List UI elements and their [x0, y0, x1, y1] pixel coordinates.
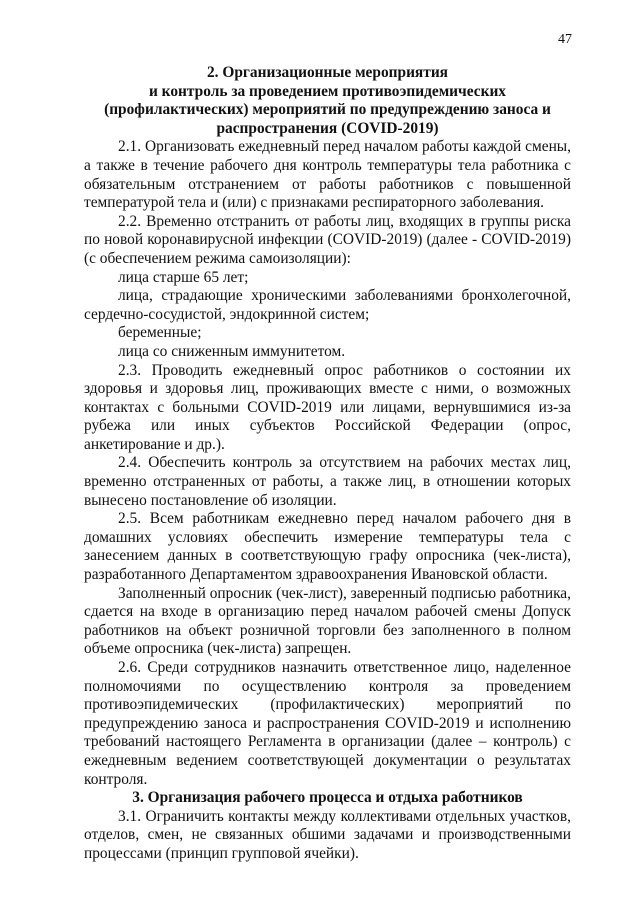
- page-content: [84, 64, 571, 864]
- page-number: 47: [558, 32, 572, 47]
- list-item-pregnant: беременные;: [118, 324, 202, 342]
- paragraph-2-2: 2.2. Временно отстранить от работы лиц, входящих в группы риска по новой коронавирусной инфекции (COVID-2019) (далее - COVID-2019) (с обеспечением режима самоизоляции):: [84, 212, 571, 267]
- section-2-title-line: распространения (COVID-2019): [216, 119, 439, 137]
- paragraph-2-3: 2.3. Проводить ежедневный опрос работников о состоянии их здоровья и здоровья лиц, проживающих вместе с ними, о возможных контактах с больными COVID-2019 или лицами, вернувшимися из-за рубежа или иных субъектов Российской Федерации (опрос, анкетирование и др.).: [84, 361, 571, 453]
- section-2-title-line: 2. Организационные мероприятия: [206, 64, 449, 81]
- paragraph-2-1: 2.1. Организовать ежедневный перед началом работы каждой смены, а также в течение рабочего дня контроль температуры тела работника с обязательным отстранением от работы работников с повышенной температурой тела и (или) с признаками респираторного заболевания.: [84, 138, 571, 212]
- paragraph-2-4: 2.4. Обеспечить контроль за отсутствием на рабочих местах лиц, временно отстраненных от работы, а также лиц, в отношении которых вынесено постановление об изоляции.: [84, 454, 571, 509]
- section-2-title: [84, 64, 571, 138]
- section-2-title-line: (профилактических) мероприятий по предупреждению заноса и: [104, 101, 551, 119]
- paragraph-2-5: 2.5. Всем работникам ежедневно перед началом рабочего дня в домашних условиях обеспечить измерение температуры тела с занесением данных в соответствующую графу опросника (чек-листа), разработанного Департаментом здравоохранения Ивановской области.: [84, 510, 571, 584]
- list-item-chronic: лица, страдающие хроническими заболеваниями бронхолегочной, сердечно-сосудистой, эндокринной систем;: [84, 287, 571, 323]
- section-2-title-line: и контроль за проведением противоэпидемических: [148, 82, 507, 100]
- section-3-title: 3. Организация рабочего процесса и отдыха работников: [132, 789, 523, 807]
- paragraph-2-6: 2.6. Среди сотрудников назначить ответственное лицо, наделенное полномочиями по осуществлению контроля за проведением противоэпидемических (профилактических) мероприятий по предупреждению заноса и распространения COVID-2019 и исполнению требований настоящего Регламента в организации (далее – контроль) с ежедневным ведением соответствующей документации о результатах контроля.: [84, 659, 571, 788]
- list-item-age: лица старше 65 лет;: [118, 268, 249, 286]
- list-item-immunity: лица со сниженным иммунитетом.: [118, 342, 346, 360]
- paragraph-3-1: 3.1. Ограничить контакты между коллективами отдельных участков, отделов, смен, не связанных обшими задачами и производственными процессами (принцип групповой ячейки).: [84, 807, 571, 862]
- paragraph-checklist: Заполненный опросник (чек-лист), заверенный подписью работника, сдается на входе в организацию перед началом рабочей смены Допуск работников на объект розничной торговли без заполненного в полном объеме опросника (чек-листа) запрещен.: [84, 584, 571, 658]
